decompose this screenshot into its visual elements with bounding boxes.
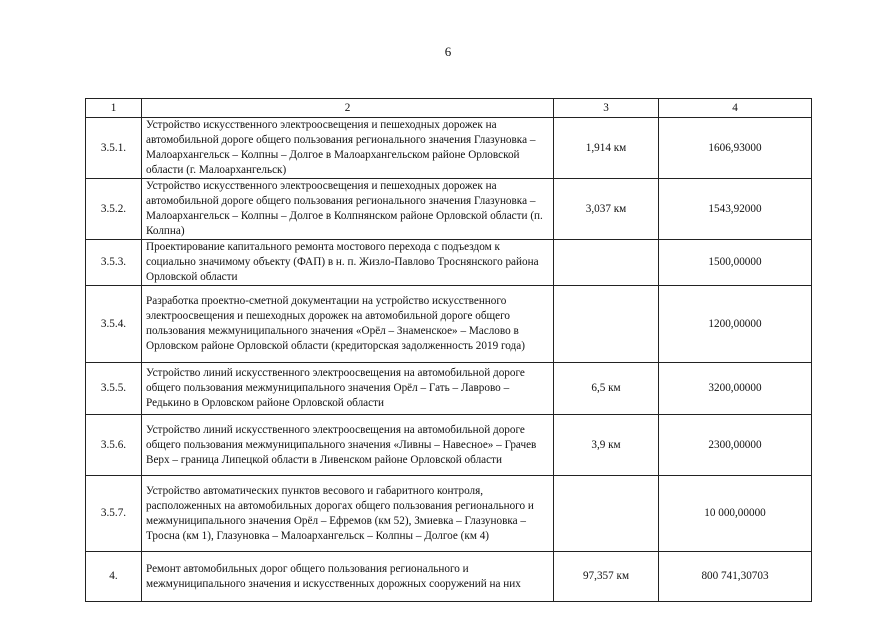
table-row: [86, 118, 812, 179]
row-number: 3.5.4.: [86, 286, 142, 363]
row-description: Проектирование капитального ремонта мостового перехода с подъездом к социально значимому объекту (ФАП) в н. п. Жизло-Павлово Троснянского района Орловской области: [142, 240, 554, 286]
row-amount: 10 000,00000: [659, 476, 812, 552]
row-number: 3.5.6.: [86, 415, 142, 476]
page-number: 6: [444, 44, 452, 59]
row-amount: 1543,92000: [659, 179, 812, 240]
row-number: 4.: [86, 552, 142, 602]
row-description: Ремонт автомобильных дорог общего пользования регионального и межмуниципального значения и искусственных дорожных сооружений на них: [142, 552, 554, 602]
table-header-row: [86, 99, 812, 118]
row-length: 97,357 км: [554, 552, 659, 602]
table-row: [86, 363, 812, 415]
row-length: [554, 476, 659, 552]
row-length: 3,037 км: [554, 179, 659, 240]
budget-table: [85, 98, 812, 602]
row-description: Устройство линий искусственного электроосвещения на автомобильной дороге общего пользования межмуниципального значения «Ливны – Навесное» – Грачев Верх – граница Липецкой области в Ливенском районе Орловской области: [142, 415, 554, 476]
table-row: [86, 415, 812, 476]
table-row: [86, 240, 812, 286]
row-amount: 2300,00000: [659, 415, 812, 476]
row-number: 3.5.5.: [86, 363, 142, 415]
row-number: 3.5.3.: [86, 240, 142, 286]
table-row: [86, 552, 812, 602]
row-length: 1,914 км: [554, 118, 659, 179]
row-number: 3.5.2.: [86, 179, 142, 240]
row-amount: 800 741,30703: [659, 552, 812, 602]
header-col-1: 1: [86, 99, 142, 118]
header-col-3: 3: [554, 99, 659, 118]
row-amount: 1606,93000: [659, 118, 812, 179]
header-col-4: 4: [659, 99, 812, 118]
row-description: Устройство автоматических пунктов весового и габаритного контроля, расположенных на автомобильных дорогах общего пользования регионального и межмуниципального значения Орёл – Ефремов (км 52), Змиевка – Глазуновка – Тросна (км 1), Глазуновка – Малоархангельск – Колпны – Долгое (км 4): [142, 476, 554, 552]
row-length: 3,9 км: [554, 415, 659, 476]
table-row: [86, 476, 812, 552]
table-row: [86, 179, 812, 240]
header-col-2: 2: [142, 99, 554, 118]
row-length: 6,5 км: [554, 363, 659, 415]
row-amount: 1500,00000: [659, 240, 812, 286]
row-description: Устройство искусственного электроосвещения и пешеходных дорожек на автомобильной дороге общего пользования регионального значения Глазуновка – Малоархангельск – Колпны – Долгое в Малоархангельском районе Орловской области (г. Малоархангельск): [142, 118, 554, 179]
table-row: [86, 286, 812, 363]
row-number: 3.5.7.: [86, 476, 142, 552]
row-length: [554, 286, 659, 363]
row-description: Устройство линий искусственного электроосвещения на автомобильной дороге общего пользования межмуниципального значения Орёл – Гать – Лаврово – Редькино в Орловском районе Орловской области: [142, 363, 554, 415]
row-amount: 1200,00000: [659, 286, 812, 363]
row-number: 3.5.1.: [86, 118, 142, 179]
row-length: [554, 240, 659, 286]
row-description: Разработка проектно-сметной документации на устройство искусственного электроосвещения и пешеходных дорожек на автомобильной дороге общего пользования межмуниципального значения «Орёл – Знаменское» – Маслово в Орловском районе Орловской области (кредиторская задолженность 2019 года): [142, 286, 554, 363]
row-description: Устройство искусственного электроосвещения и пешеходных дорожек на автомобильной дороге общего пользования регионального значения Глазуновка – Малоархангельск – Колпны – Долгое в Колпнянском районе Орловской области (п. Колпна): [142, 179, 554, 240]
row-amount: 3200,00000: [659, 363, 812, 415]
